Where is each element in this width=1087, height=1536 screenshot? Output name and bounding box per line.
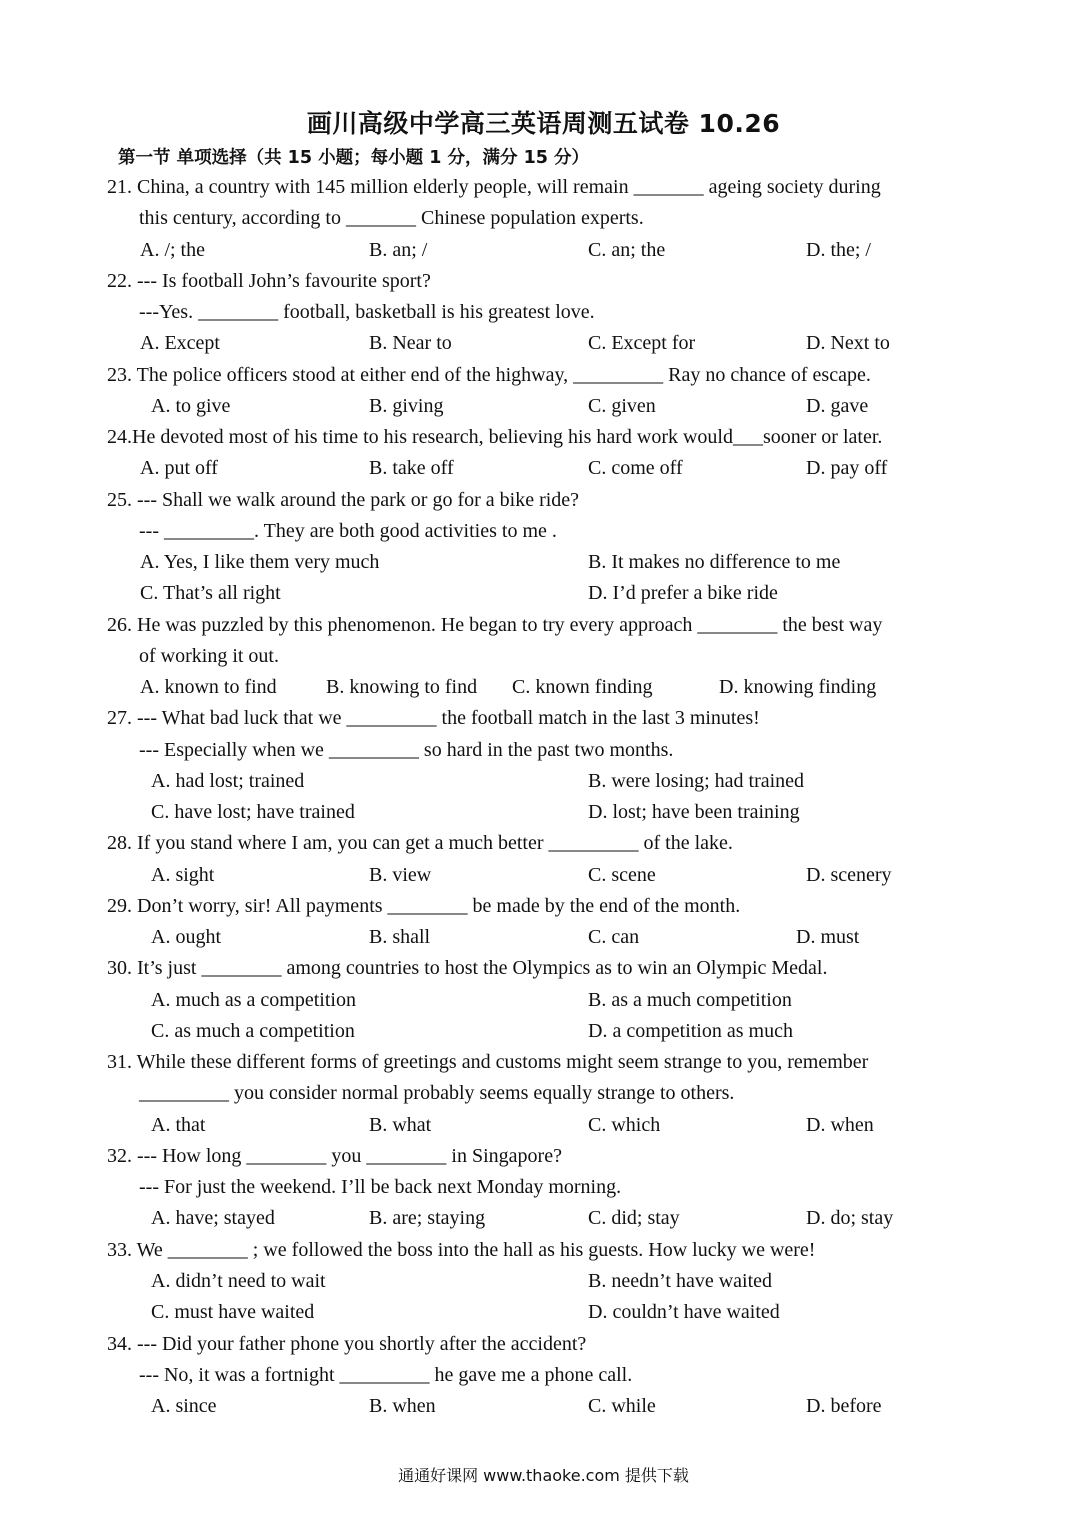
page-title: 画川高级中学高三英语周测五试卷 10.26 (306, 109, 781, 138)
option-d: D. lost; have been training (588, 801, 800, 823)
question-stem: 21. China, a country with 145 million elderly people, will remain _______ ageing society during (107, 176, 881, 198)
option-c: C. an; the (588, 239, 666, 261)
section-heading: 第一节 单项选择（共 15 小题；每小题 1 分，满分 15 分） (118, 148, 590, 168)
option-c: C. did; stay (588, 1207, 680, 1229)
question-stem: 22. --- Is football John’s favourite sport? (107, 270, 431, 292)
option-a: A. much as a competition (151, 989, 356, 1011)
option-c: C. Except for (588, 332, 696, 354)
question-stem: 25. --- Shall we walk around the park or go for a bike ride? (107, 489, 580, 511)
option-b: B. when (369, 1395, 436, 1417)
option-c: C. scene (588, 864, 656, 886)
question-stem: 27. --- What bad luck that we _________ the football match in the last 3 minutes! (107, 707, 760, 729)
option-a: A. have; stayed (151, 1207, 275, 1229)
option-c: C. That’s all right (140, 582, 281, 604)
option-b: B. giving (369, 395, 444, 417)
question-stem-continued: --- For just the weekend. I’ll be back next Monday morning. (139, 1176, 622, 1198)
option-b: B. as a much competition (588, 989, 792, 1011)
question-stem: 31. While these different forms of greetings and customs might seem strange to you, remember (107, 1051, 869, 1073)
option-c: C. which (588, 1114, 661, 1136)
option-b: B. what (369, 1114, 432, 1136)
option-c: C. have lost; have trained (151, 801, 355, 823)
option-c: C. come off (588, 457, 683, 479)
option-a: A. Except (140, 332, 220, 354)
question-stem: 24.He devoted most of his time to his research, believing his hard work would___sooner or later. (107, 426, 883, 448)
option-d: D. scenery (806, 864, 892, 886)
option-d: D. knowing finding (719, 676, 877, 698)
option-b: B. shall (369, 926, 431, 948)
option-d: D. Next to (806, 332, 890, 354)
question-stem-continued: --- No, it was a fortnight _________ he gave me a phone call. (139, 1364, 633, 1386)
option-d: D. do; stay (806, 1207, 894, 1229)
option-a: A. that (151, 1114, 206, 1136)
question-stem: 34. --- Did your father phone you shortly after the accident? (107, 1333, 587, 1355)
option-b: B. were losing; had trained (588, 770, 805, 792)
option-b: B. needn’t have waited (588, 1270, 773, 1292)
option-d: D. pay off (806, 457, 888, 479)
question-stem-continued: --- Especially when we _________ so hard in the past two months. (139, 739, 674, 761)
option-a: A. ought (151, 926, 221, 948)
option-b: B. view (369, 864, 432, 886)
option-a: A. sight (151, 864, 215, 886)
option-a: A. put off (140, 457, 218, 479)
question-stem: 29. Don’t worry, sir! All payments ________ be made by the end of the month. (107, 895, 741, 917)
question-stem: 32. --- How long ________ you ________ in Singapore? (107, 1145, 562, 1167)
option-b: B. knowing to find (326, 676, 478, 698)
option-a: A. didn’t need to wait (151, 1270, 326, 1292)
question-stem-continued: ---Yes. ________ football, basketball is his greatest love. (139, 301, 595, 323)
option-d: D. when (806, 1114, 874, 1136)
option-d: D. before (806, 1395, 882, 1417)
option-b: B. take off (369, 457, 454, 479)
option-a: A. since (151, 1395, 217, 1417)
option-c: C. given (588, 395, 656, 417)
option-c: C. as much a competition (151, 1020, 355, 1042)
question-stem-continued: _________ you consider normal probably seems equally strange to others. (139, 1082, 735, 1104)
question-stem-continued: of working it out. (139, 645, 279, 667)
question-stem: 28. If you stand where I am, you can get a much better _________ of the lake. (107, 832, 733, 854)
option-b: B. are; staying (369, 1207, 486, 1229)
question-stem: 33. We ________ ; we followed the boss into the hall as his guests. How lucky we were! (107, 1239, 816, 1261)
question-stem-continued: --- _________. They are both good activities to me . (139, 520, 557, 542)
option-a: A. known to find (140, 676, 277, 698)
question-stem: 23. The police officers stood at either end of the highway, _________ Ray no chance of escape. (107, 364, 871, 386)
option-d: D. couldn’t have waited (588, 1301, 780, 1323)
option-d: D. gave (806, 395, 869, 417)
option-b: B. Near to (369, 332, 452, 354)
option-d: D. I’d prefer a bike ride (588, 582, 778, 604)
question-stem: 26. He was puzzled by this phenomenon. He began to try every approach ________ the best way (107, 614, 883, 636)
option-a: A. /; the (140, 239, 205, 261)
page-footer: 通通好课网 www.thaoke.com 提供下载 (398, 1466, 689, 1485)
option-c: C. known finding (512, 676, 653, 698)
option-c: C. can (588, 926, 640, 948)
option-a: A. to give (151, 395, 231, 417)
option-b: B. an; / (369, 239, 428, 261)
option-d: D. the; / (806, 239, 871, 261)
option-b: B. It makes no difference to me (588, 551, 841, 573)
option-a: A. Yes, I like them very much (140, 551, 380, 573)
option-d: D. a competition as much (588, 1020, 793, 1042)
question-stem: 30. It’s just ________ among countries to host the Olympics as to win an Olympic Medal. (107, 957, 828, 979)
option-a: A. had lost; trained (151, 770, 305, 792)
option-c: C. while (588, 1395, 656, 1417)
option-c: C. must have waited (151, 1301, 315, 1323)
option-d: D. must (796, 926, 860, 948)
question-stem-continued: this century, according to _______ Chinese population experts. (139, 207, 644, 229)
